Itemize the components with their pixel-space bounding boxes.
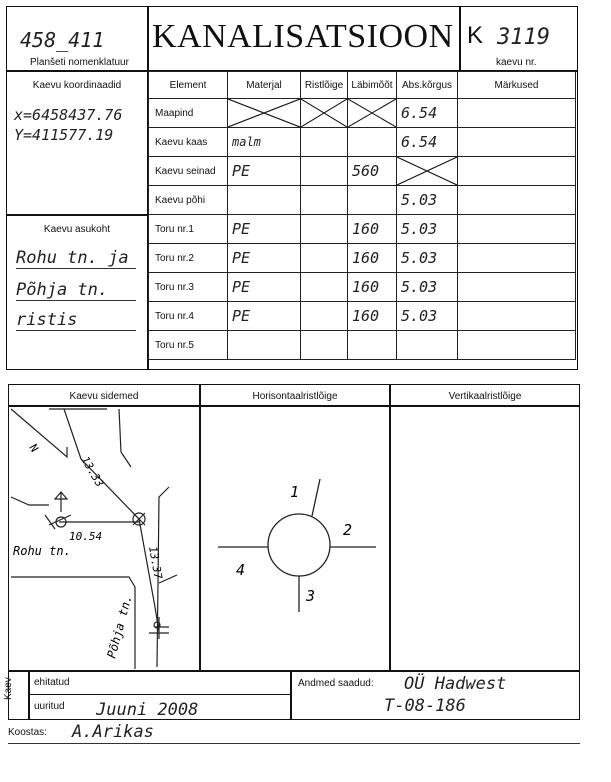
uuritud-label: uuritud: [34, 701, 65, 712]
location-line-1: Rohu tn. ja: [16, 248, 136, 269]
material-cell: [228, 331, 301, 360]
divider: [28, 670, 30, 720]
elevation-cell: 5.03: [397, 186, 458, 215]
remarks-cell: [458, 331, 576, 360]
diameter-cell: 160: [348, 302, 397, 331]
diameter-cell: [348, 331, 397, 360]
compiled-by-value: A.Arikas: [72, 722, 154, 742]
crossed-cell: [228, 99, 301, 128]
well-circle: [268, 514, 330, 576]
remarks-cell: [458, 215, 576, 244]
remarks-cell: [458, 302, 576, 331]
well-number: 3119: [497, 25, 550, 50]
element-cell: Toru nr.1: [149, 215, 228, 244]
dimension-label: 10.54: [69, 530, 103, 543]
material-cell: PE: [228, 215, 301, 244]
location-line-3: ristis: [16, 310, 136, 331]
element-cell: Kaevu seinad: [149, 157, 228, 186]
elevation-cell: 5.03: [397, 244, 458, 273]
remarks-cell: [458, 273, 576, 302]
table-row: [149, 331, 576, 360]
ehitatud-label: ehitatud: [34, 677, 70, 688]
remarks-cell: [458, 244, 576, 273]
horizontal-cross-section: [200, 407, 389, 669]
pipe-label: 4: [236, 561, 246, 579]
table-row: [149, 302, 576, 331]
signature-line: [8, 743, 580, 744]
cross-section-cell: [301, 302, 348, 331]
coord-y: Y=411577.19: [14, 126, 114, 144]
cross-section-cell: [301, 128, 348, 157]
data-source-label: Andmed saadud:: [298, 678, 374, 689]
material-cell: PE: [228, 244, 301, 273]
coord-x: x=6458437.76: [14, 106, 123, 124]
pipe-label: 2: [343, 521, 353, 539]
element-cell: Maapind: [149, 99, 228, 128]
cross-section-cell: [301, 244, 348, 273]
element-cell: Toru nr.5: [149, 331, 228, 360]
material-cell: [228, 186, 301, 215]
location-sketch: [9, 407, 199, 669]
table-row: [149, 99, 576, 128]
table-row: [149, 244, 576, 273]
crossed-cell: [397, 157, 458, 186]
location-label: Kaevu asukoht: [43, 224, 111, 235]
divider: [389, 384, 391, 670]
divider: [459, 6, 461, 71]
col-header-remarks: Märkused: [458, 72, 576, 99]
elevation-cell: [397, 331, 458, 360]
table-row: [149, 157, 576, 186]
col-header-cross-section: Ristlõige: [301, 72, 348, 99]
nomenclature-value: 458_411: [20, 28, 105, 52]
divider: [290, 670, 292, 720]
table-row: [149, 273, 576, 302]
cross-section-cell: [301, 186, 348, 215]
elevation-cell: 6.54: [397, 128, 458, 157]
road-label: Põhja tn.: [104, 593, 135, 660]
divider: [28, 694, 290, 695]
divider: [6, 214, 148, 216]
remarks-cell: [458, 157, 576, 186]
ties-label: Kaevu sidemed: [69, 391, 139, 402]
table-row: [149, 215, 576, 244]
table-row: [149, 186, 576, 215]
diameter-cell: 160: [348, 273, 397, 302]
dimension-label: 13.37: [146, 545, 165, 581]
coords-label: Kaevu koordinaadid: [32, 80, 122, 91]
element-cell: Kaevu põhi: [149, 186, 228, 215]
dimension-label: 13.33: [78, 454, 107, 490]
horizontal-section-label: Horisontaalristlõige: [252, 391, 338, 402]
element-cell: Toru nr.4: [149, 302, 228, 331]
material-cell: malm: [228, 128, 301, 157]
divider: [8, 670, 580, 672]
uuritud-value: Juuni 2008: [96, 700, 199, 720]
data-source-ref: T-08-186: [384, 696, 466, 716]
pipe-1: [312, 479, 320, 516]
remarks-cell: [458, 99, 576, 128]
material-cell: PE: [228, 273, 301, 302]
road-label: Rohu tn.: [13, 544, 71, 558]
well-prefix: K: [467, 22, 484, 49]
remarks-cell: [458, 128, 576, 157]
remarks-cell: [458, 186, 576, 215]
north-mark: N: [26, 442, 41, 455]
diameter-cell: 160: [348, 244, 397, 273]
kaev-label: Kaev: [3, 677, 14, 700]
diameter-cell: [348, 186, 397, 215]
material-cell: PE: [228, 302, 301, 331]
elevation-cell: 5.03: [397, 302, 458, 331]
col-header-element: Element: [149, 72, 228, 99]
pipe-label: 1: [290, 483, 300, 501]
diameter-cell: 160: [348, 215, 397, 244]
location-line-2: Põhja tn.: [16, 280, 136, 301]
material-cell: PE: [228, 157, 301, 186]
pipe-label: 3: [306, 587, 316, 605]
col-header-elevation: Abs.kõrgus: [397, 72, 458, 99]
cross-section-cell: [301, 215, 348, 244]
well-label: kaevu nr.: [496, 57, 537, 68]
elevation-cell: 5.03: [397, 215, 458, 244]
element-cell: Kaevu kaas: [149, 128, 228, 157]
col-header-diameter: Läbimõõt: [348, 72, 397, 99]
cross-section-cell: [301, 157, 348, 186]
vertical-section-label: Vertikaalristlõige: [448, 391, 522, 402]
data-source-value: OÜ Hadwest: [404, 674, 507, 694]
crossed-cell: [348, 99, 397, 128]
col-header-material: Materjal: [228, 72, 301, 99]
element-cell: Toru nr.3: [149, 273, 228, 302]
crossed-cell: [301, 99, 348, 128]
nomenclature-label: Planšeti nomenklatuur: [30, 57, 129, 68]
diameter-cell: [348, 128, 397, 157]
element-cell: Toru nr.2: [149, 244, 228, 273]
elevation-cell: 5.03: [397, 273, 458, 302]
compiled-by-label: Koostas:: [8, 727, 47, 738]
table-row: [149, 128, 576, 157]
diameter-cell: 560: [348, 157, 397, 186]
elevation-cell: 6.54: [397, 99, 458, 128]
cross-section-cell: [301, 273, 348, 302]
page-title: KANALISATSIOON: [152, 18, 454, 55]
well-elements-table: [148, 71, 576, 360]
cross-section-cell: [301, 331, 348, 360]
